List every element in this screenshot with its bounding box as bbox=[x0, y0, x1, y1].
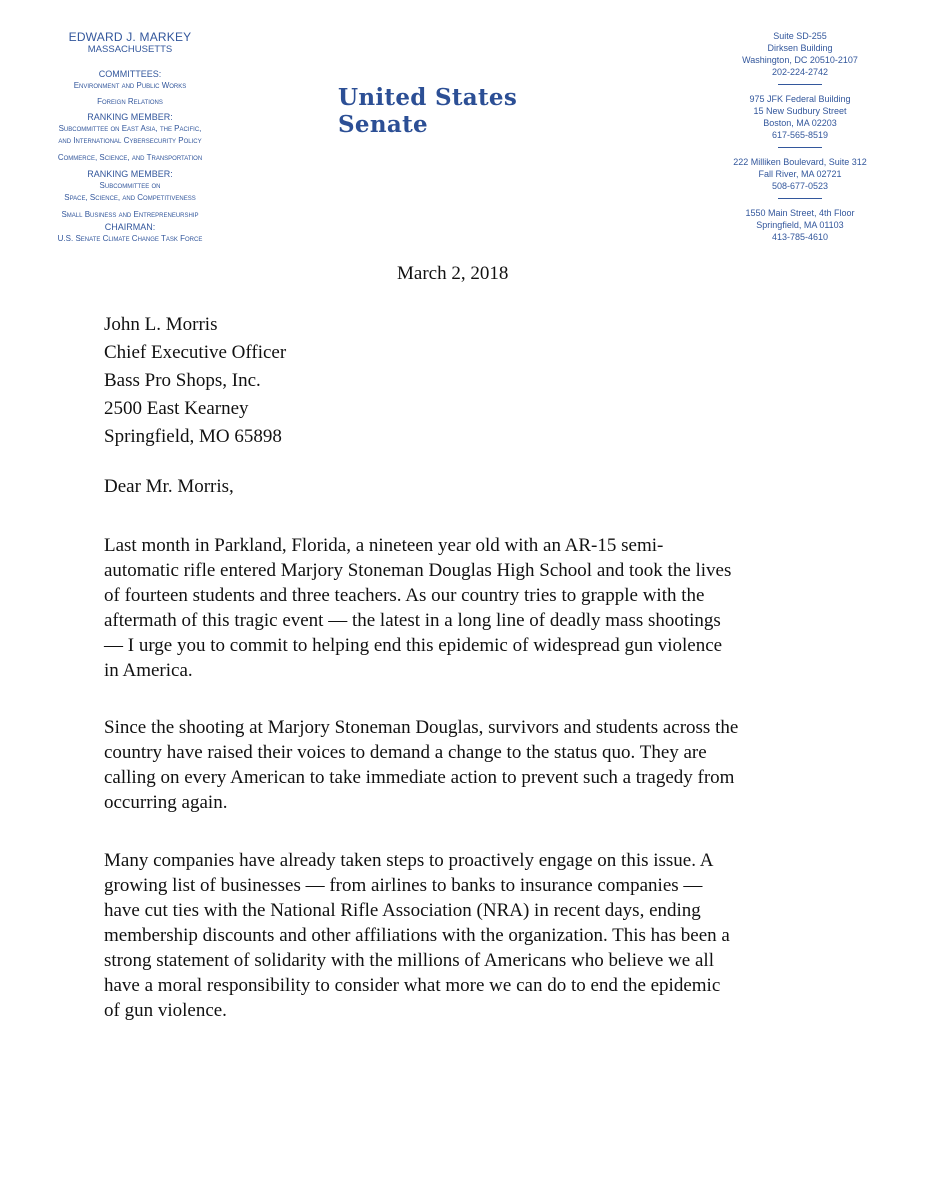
chairman-item: U.S. Senate Climate Change Task Force bbox=[57, 234, 203, 243]
paragraph-line: Since the shooting at Marjory Stoneman Douglas, survivors and students across the bbox=[104, 717, 739, 738]
office-phone: 508-677-0523 bbox=[771, 181, 829, 191]
paragraph-line: aftermath of this tragic event — the latest in a long line of deadly mass shootings bbox=[104, 610, 721, 631]
paragraph-line: automatic rifle entered Marjory Stoneman Douglas High School and took the lives bbox=[104, 560, 732, 581]
recipient-city: Springfield, MO 65898 bbox=[104, 426, 282, 447]
subcommittee-item: Subcommittee on bbox=[99, 181, 161, 190]
chairman-heading: CHAIRMAN: bbox=[104, 222, 156, 232]
senator-state: MASSACHUSETTS bbox=[87, 44, 173, 55]
senator-name: EDWARD J. MARKEY bbox=[68, 30, 192, 44]
office-phone: 413-785-4610 bbox=[771, 232, 829, 242]
letter-date: March 2, 2018 bbox=[397, 263, 509, 284]
letterhead-right bbox=[700, 30, 900, 249]
subcommittee-item: Subcommittee on East Asia, the Pacific, bbox=[58, 124, 202, 133]
office-phone: 202-224-2742 bbox=[771, 67, 829, 77]
paragraph-line: strong statement of solidarity with the millions of Americans who believe we all bbox=[104, 950, 714, 971]
paragraph-line: occurring again. bbox=[104, 792, 228, 813]
office-line: 975 JFK Federal Building bbox=[749, 94, 851, 104]
ranking-member-heading: RANKING MEMBER: bbox=[87, 112, 173, 122]
paragraph-line: growing list of businesses — from airlines to banks to insurance companies — bbox=[104, 875, 703, 896]
committee-item: Environment and Public Works bbox=[73, 81, 187, 90]
office-phone: 617-565-8519 bbox=[771, 130, 829, 140]
office-line: 15 New Sudbury Street bbox=[753, 106, 847, 116]
letterhead-left bbox=[30, 30, 230, 245]
office-line: Boston, MA 02203 bbox=[763, 118, 837, 128]
paragraph-line: of fourteen students and three teachers. As our country tries to grapple with the bbox=[104, 585, 705, 606]
paragraph-line: Last month in Parkland, Florida, a nineteen year old with an AR-15 semi- bbox=[104, 535, 664, 556]
office-divider bbox=[778, 198, 822, 199]
subcommittee-item: Space, Science, and Competitiveness bbox=[64, 193, 196, 202]
senate-title: United States Senate bbox=[338, 84, 518, 138]
recipient-street: 2500 East Kearney bbox=[104, 398, 249, 419]
recipient-title: Chief Executive Officer bbox=[104, 342, 287, 363]
office-line: 222 Milliken Boulevard, Suite 312 bbox=[733, 157, 867, 167]
recipient-company: Bass Pro Shops, Inc. bbox=[104, 370, 261, 391]
office-line: 1550 Main Street, 4th Floor bbox=[745, 208, 855, 218]
paragraph-line: in America. bbox=[104, 660, 193, 681]
paragraph-line: country have raised their voices to demand a change to the status quo. They are bbox=[104, 742, 707, 763]
subcommittee-item: and International Cybersecurity Policy bbox=[58, 136, 202, 145]
office-line: Springfield, MA 01103 bbox=[756, 220, 844, 230]
office-fall-river bbox=[700, 156, 900, 192]
office-line: Fall River, MA 02721 bbox=[758, 169, 842, 179]
office-line: Washington, DC 20510-2107 bbox=[742, 55, 858, 65]
paragraph-line: calling on every American to take immediate action to prevent such a tragedy from bbox=[104, 767, 735, 788]
paragraph-1 bbox=[104, 533, 844, 683]
paragraph-line: — I urge you to commit to helping end this epidemic of widespread gun violence bbox=[104, 635, 723, 656]
ranking-member-heading: RANKING MEMBER: bbox=[87, 169, 173, 179]
recipient-address bbox=[104, 311, 286, 451]
office-boston bbox=[700, 93, 900, 141]
paragraph-line: of gun violence. bbox=[104, 1000, 227, 1021]
paragraph-line: have a moral responsibility to consider what more we can do to end the epidemic bbox=[104, 975, 721, 996]
office-springfield bbox=[700, 207, 900, 243]
committee-item: Foreign Relations bbox=[97, 97, 163, 106]
paragraph-3 bbox=[104, 848, 844, 1023]
office-divider bbox=[778, 84, 822, 85]
committee-item: Small Business and Entrepreneurship bbox=[61, 210, 199, 219]
office-line: Suite SD-255 bbox=[773, 31, 827, 41]
office-divider bbox=[778, 147, 822, 148]
committees-heading: COMMITTEES: bbox=[98, 69, 162, 79]
salutation: Dear Mr. Morris, bbox=[104, 476, 234, 497]
committee-item: Commerce, Science, and Transportation bbox=[57, 153, 203, 162]
paragraph-line: have cut ties with the National Rifle Association (NRA) in recent days, ending bbox=[104, 900, 701, 921]
paragraph-line: membership discounts and other affiliations with the organization. This has been a bbox=[104, 925, 730, 946]
recipient-name: John L. Morris bbox=[104, 314, 218, 335]
paragraph-line: Many companies have already taken steps to proactively engage on this issue. A bbox=[104, 850, 714, 871]
paragraph-2 bbox=[104, 715, 844, 815]
office-line: Dirksen Building bbox=[767, 43, 833, 53]
office-dc bbox=[700, 30, 900, 78]
